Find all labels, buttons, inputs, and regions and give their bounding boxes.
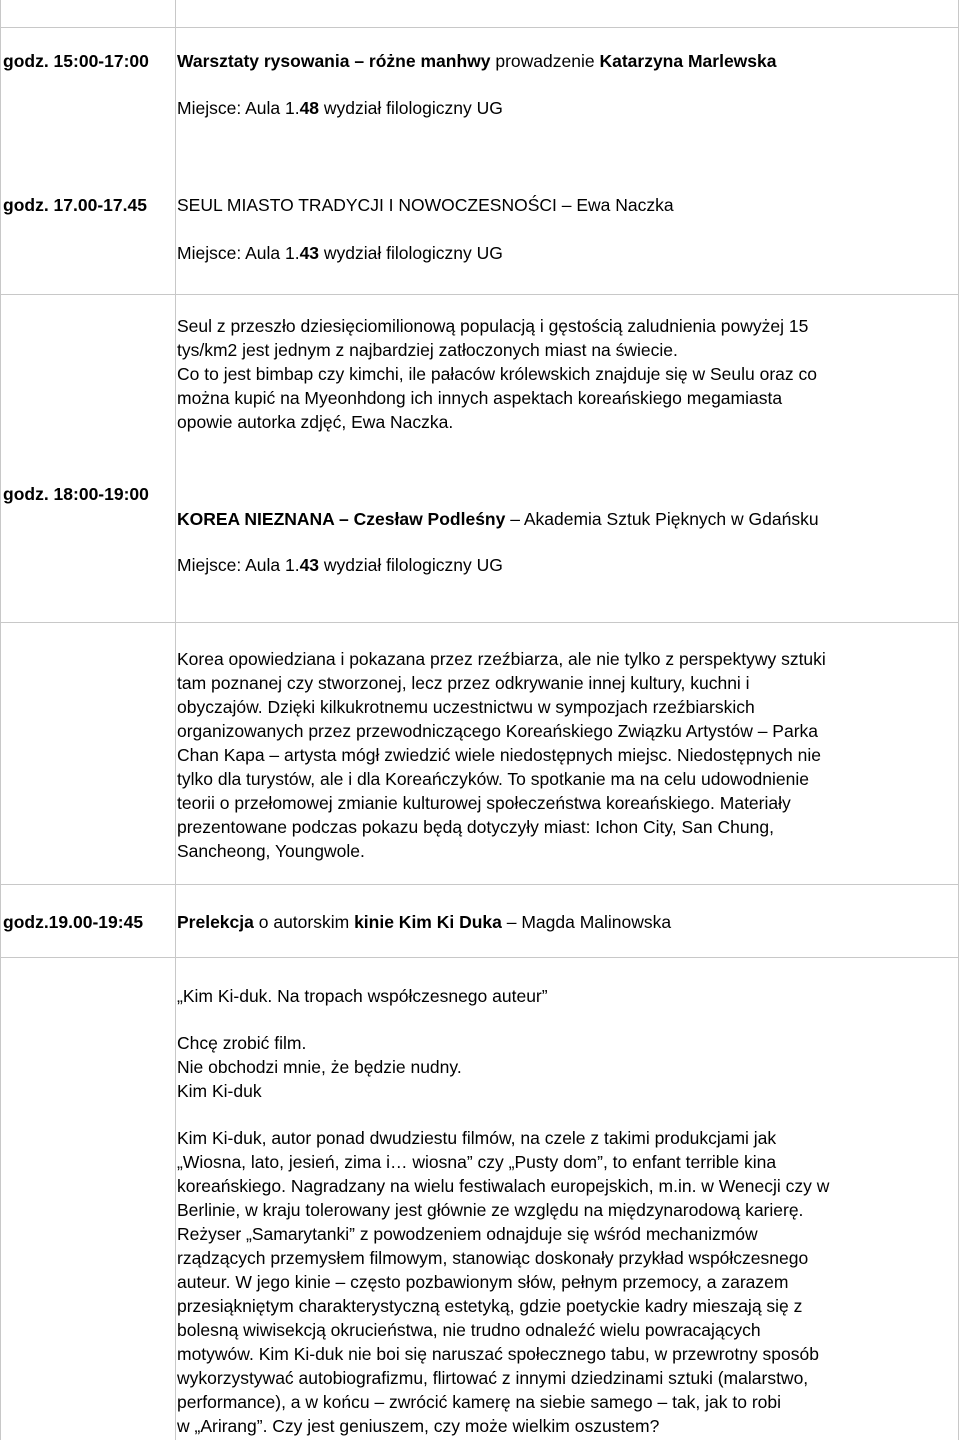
entry-time: godz. 17.00-17.45 xyxy=(3,195,147,215)
entry-title xyxy=(177,507,819,531)
description-line: obyczajów. Dzięki kilkukrotnemu uczestnictwu w sympozjach rzeźbiarskich xyxy=(177,697,755,717)
place-faculty: wydział filologiczny UG xyxy=(319,98,503,118)
entry-title xyxy=(177,49,777,73)
description-line: Berlinie, w kraju tolerowany jest głównie ze względu na międzynarodową karierę. xyxy=(177,1200,804,1220)
place-room-number: 48 xyxy=(299,98,320,118)
entry-place xyxy=(177,553,503,577)
entry-time: godz. 15:00-17:00 xyxy=(3,51,149,71)
description-line: wykorzystywać autobiografizmu, flirtować z innymi dziedzinami sztuki (malarstwo, xyxy=(177,1368,809,1388)
row-divider xyxy=(0,957,959,958)
place-label: Miejsce: Aula 1. xyxy=(177,98,300,118)
description-line: motywów. Kim Ki-duk nie boi się naruszać społecznego tabu, w przewrotny sposób xyxy=(177,1344,819,1364)
column-divider-left xyxy=(0,0,1,1440)
entry-description xyxy=(177,1126,957,1438)
description-line: prezentowane podczas pokazu będą dotyczyły miast: Ichon City, San Chung, xyxy=(177,817,774,837)
entry-time xyxy=(3,482,149,506)
description-line: teorii o przełomowej zmianie kulturowej społeczeństwa koreańskiego. Materiały xyxy=(177,793,791,813)
entry-title xyxy=(177,910,671,934)
entry-title-institution: – Akademia Sztuk Pięknych w Gdańsku xyxy=(505,509,819,529)
row-divider xyxy=(0,27,959,28)
time-range: 18:00-19:00 xyxy=(48,484,149,504)
description-line: „Wiosna, lato, jesień, zima i… wiosna” czy „Pusty dom”, to enfant terrible kina xyxy=(177,1152,777,1172)
description-line: tam poznanej czy stworzonej, lecz przez odkrywanie innej kultury, kuchni i xyxy=(177,673,750,693)
place-label: Miejsce: Aula 1. xyxy=(177,555,300,575)
description-line: Co to jest bimbap czy kimchi, ile pałaców królewskich znajduje się w Seulu oraz co xyxy=(177,364,817,384)
description-line: bolesną wiwisekcją okrucieństwa, nie trudno odnaleźć wielu powracających xyxy=(177,1320,761,1340)
description-line: koreańskiego. Nagradzany na wielu festiwalach europejskich, m.in. w Wenecji czy w xyxy=(177,1176,830,1196)
column-divider-right xyxy=(958,0,959,1440)
quote-line: Chcę zrobić film. xyxy=(177,1033,307,1053)
quote-line: Nie obchodzi mnie, że będzie nudny. xyxy=(177,1057,462,1077)
entry-title-main: Warsztaty rysowania – różne manhwy xyxy=(177,51,491,71)
description-line: auteur. W jego kinie – często pozbawionym słów, pełnym przemocy, a zarazem xyxy=(177,1272,789,1292)
row-divider xyxy=(0,622,959,623)
entry-description xyxy=(177,647,957,863)
entry-time: godz.19.00-19:45 xyxy=(3,912,144,932)
entry-title-topic: kinie Kim Ki Duka xyxy=(354,912,502,932)
description-line: Sancheong, Youngwole. xyxy=(177,841,365,861)
entry-place xyxy=(177,96,503,120)
entry-title: SEUL MIASTO TRADYCJI I NOWOCZESNOŚCI – Ewa Naczka xyxy=(177,195,674,215)
description-line: organizowanych przez przewodniczącego Koreańskiego Związku Artystów – Parka xyxy=(177,721,819,741)
entry-title-connector: o autorskim xyxy=(253,912,355,932)
place-room-number: 43 xyxy=(299,555,320,575)
description-line: tys/km2 jest jednym z najbardziej zatłoczonych miast na świecie. xyxy=(177,340,678,360)
time-prefix: godz. xyxy=(3,484,49,504)
row-divider xyxy=(0,294,959,295)
place-room-number: 43 xyxy=(299,243,320,263)
description-line: można kupić na Myeonhdong ich innych aspektach koreańskiego megamiasta xyxy=(177,388,783,408)
description-line: w „Arirang”. Czy jest geniuszem, czy może wielkim oszustem? xyxy=(177,1416,660,1436)
place-faculty: wydział filologiczny UG xyxy=(319,555,503,575)
description-line: Korea opowiedziana i pokazana przez rzeźbiarza, ale nie tylko z perspektywy sztuki xyxy=(177,649,826,669)
description-line: opowie autorka zdjęć, Ewa Naczka. xyxy=(177,412,454,432)
entry-title-connector: prowadzenie xyxy=(490,51,600,71)
column-divider-middle xyxy=(175,0,176,1440)
description-line: Reżyser „Samarytanki” z powodzeniem odnajduje się wśród mechanizmów xyxy=(177,1224,758,1244)
entry-subtitle: „Kim Ki-duk. Na tropach współczesnego auteur” xyxy=(177,986,548,1006)
place-label: Miejsce: Aula 1. xyxy=(177,243,300,263)
entry-title-main: Prelekcja xyxy=(177,912,254,932)
entry-title-speaker: – Magda Malinowska xyxy=(501,912,672,932)
description-line: Kim Ki-duk, autor ponad dwudziestu filmów, na czele z takimi produkcjami jak xyxy=(177,1128,777,1148)
description-line: performance), a w końcu – zwrócić kamerę na siebie samego – tak, jak to robi xyxy=(177,1392,782,1412)
entry-description xyxy=(177,314,957,434)
description-line: Seul z przeszło dziesięciomilionową populacją i gęstością zaludnienia powyżej 15 xyxy=(177,316,809,336)
place-faculty: wydział filologiczny UG xyxy=(319,243,503,263)
entry-title-speaker: Katarzyna Marlewska xyxy=(599,51,777,71)
description-line: rządzących przemysłem filmowym, stanowiąc doskonały przykład współczesnego xyxy=(177,1248,809,1268)
quote-line: Kim Ki-duk xyxy=(177,1081,262,1101)
entry-quote xyxy=(177,1031,957,1103)
description-line: przesiąkniętym charakterystyczną estetyką, gdzie poetyckie kadry mieszają się z xyxy=(177,1296,803,1316)
entry-title-main: KOREA NIEZNANA – Czesław Podleśny xyxy=(177,509,506,529)
description-line: Chan Kapa – artysta mógł zwiedzić wiele niedostępnych miejsc. Niedostępnych nie xyxy=(177,745,821,765)
entry-place xyxy=(177,241,503,265)
description-line: tylko dla turystów, ale i dla Koreańczyków. To spotkanie ma na celu udowodnienie xyxy=(177,769,809,789)
row-divider xyxy=(0,884,959,885)
